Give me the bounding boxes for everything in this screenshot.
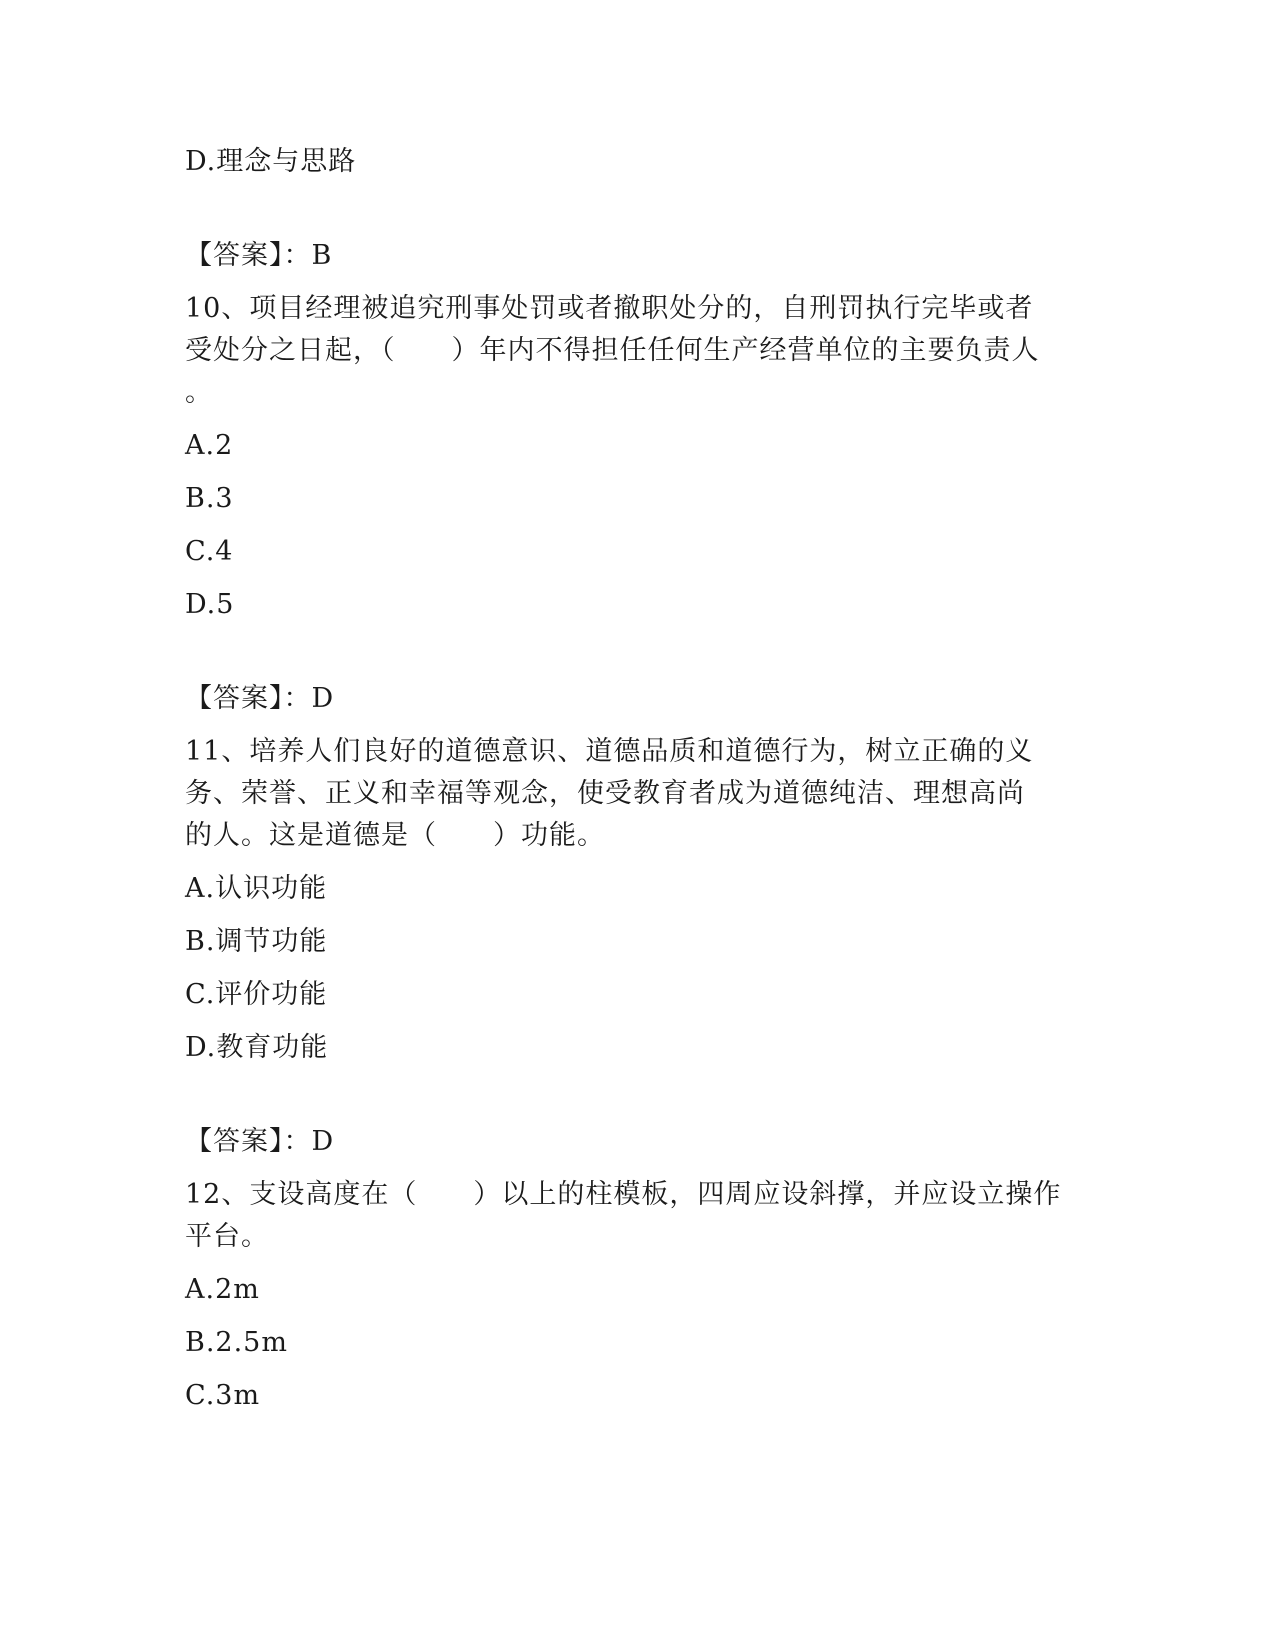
question-11-line-3: 的人。这是道德是（ ）功能。 (185, 820, 605, 851)
question-10-line-3: 。 (185, 377, 213, 408)
question-12-option-b: B.2.5m (185, 1327, 288, 1358)
question-10-line-2: 受处分之日起，（ ）年内不得担任任何生产经营单位的主要负责人 (185, 335, 1040, 366)
question-11-line-1: 11、培养人们良好的道德意识、道德品质和道德行为，树立正确的义 (185, 736, 1034, 767)
prev-question-option-d: D.理念与思路 (185, 146, 357, 177)
question-11-answer: 【答案】：D (185, 1126, 335, 1157)
question-10-line-1: 10、项目经理被追究刑事处罚或者撤职处分的，自刑罚执行完毕或者 (185, 293, 1034, 324)
question-10-option-c: C.4 (185, 536, 234, 567)
question-10-option-d: D.5 (185, 589, 235, 620)
question-12-option-c: C.3m (185, 1380, 261, 1411)
question-10-option-a: A.2 (185, 430, 234, 461)
question-11-option-b: B.调节功能 (185, 926, 328, 957)
question-11-option-a: A.认识功能 (185, 873, 328, 904)
question-12-line-1: 12、支设高度在（ ）以上的柱模板，四周应设斜撑，并应设立操作 (185, 1179, 1062, 1210)
question-11-line-2: 务、荣誉、正义和幸福等观念，使受教育者成为道德纯洁、理想高尚 (185, 778, 1025, 809)
question-12-option-a: A.2m (185, 1274, 260, 1305)
question-10-option-b: B.3 (185, 483, 234, 514)
prev-question-answer: 【答案】：B (185, 240, 333, 271)
question-10-answer: 【答案】：D (185, 683, 335, 714)
question-11-option-c: C.评价功能 (185, 979, 328, 1010)
question-11-option-d: D.教育功能 (185, 1032, 329, 1063)
question-12-line-2: 平台。 (185, 1221, 269, 1252)
